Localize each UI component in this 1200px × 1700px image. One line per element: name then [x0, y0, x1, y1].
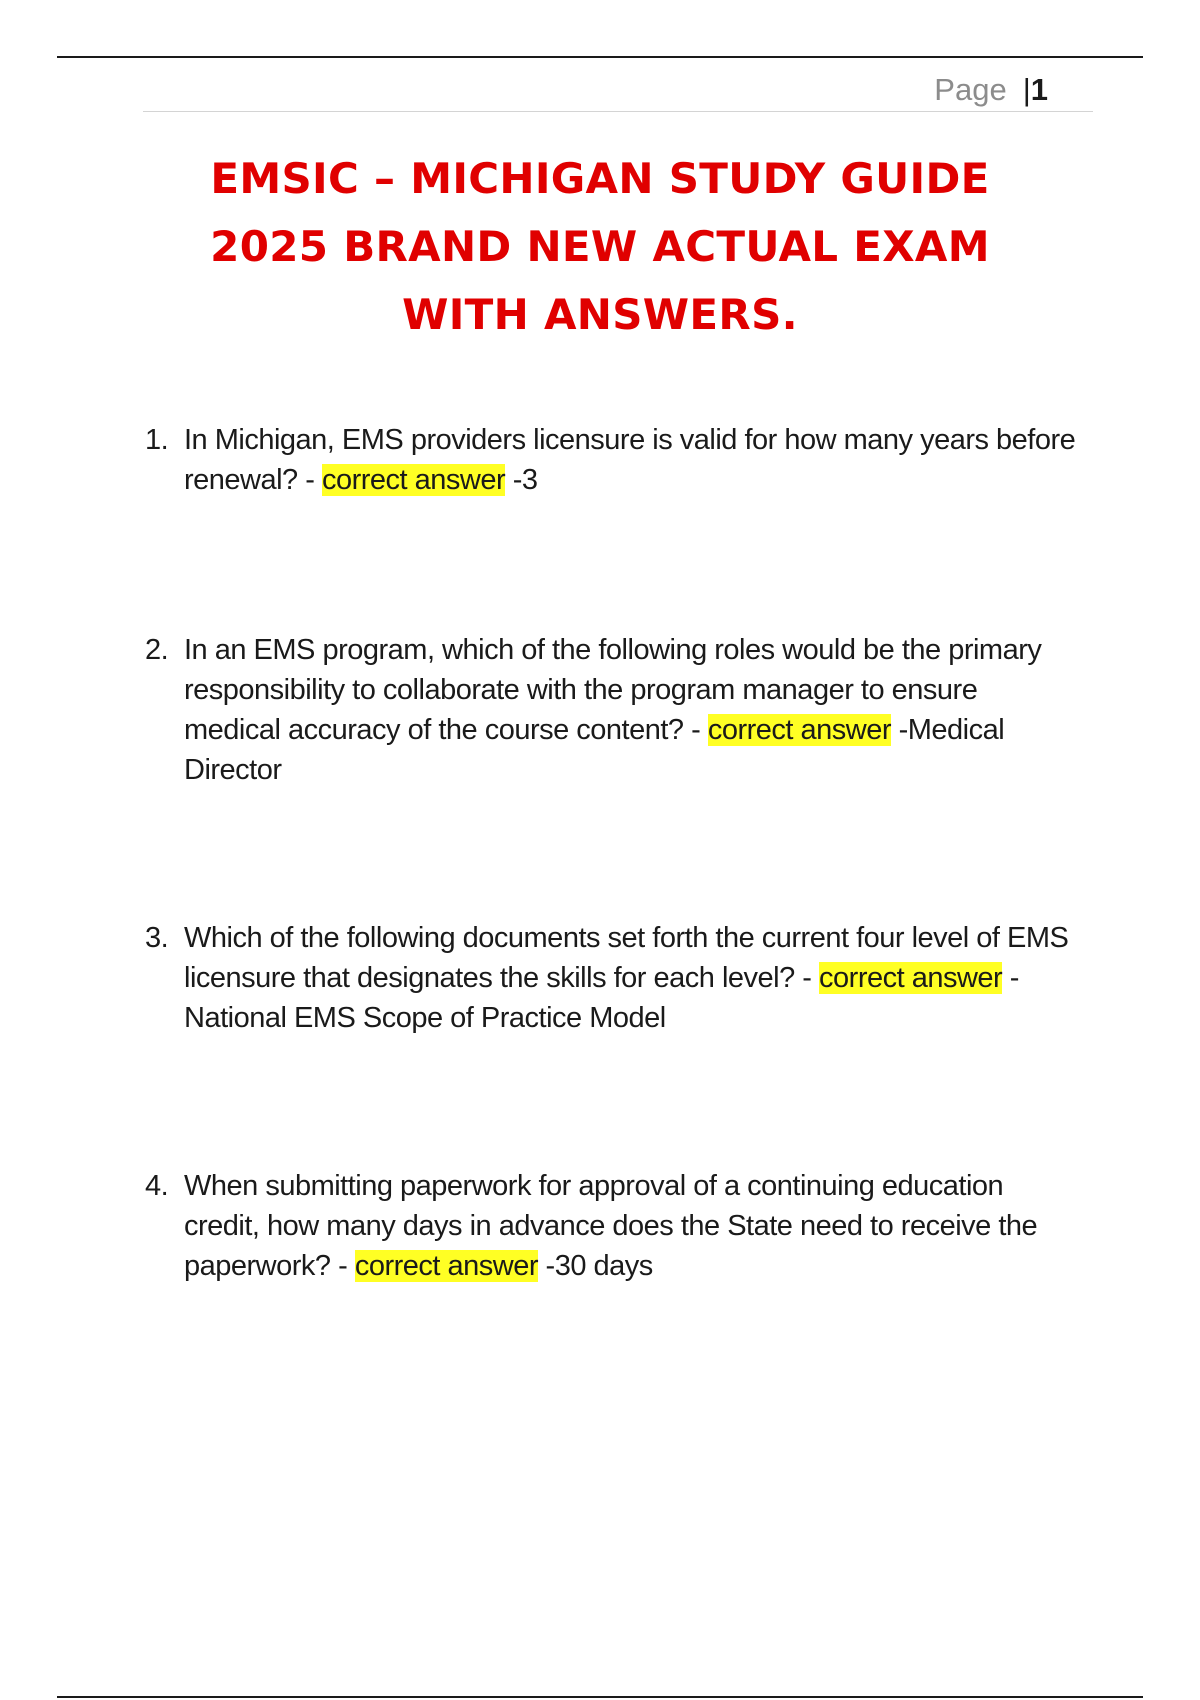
page-number: 1: [1030, 72, 1048, 107]
question-text: In Michigan, EMS providers licensure is valid for how many years before renewal? -: [184, 424, 1076, 496]
page-label: Page: [934, 72, 1007, 107]
question-item: [140, 1166, 1080, 1286]
question-text: In an EMS program, which of the following roles would be the primary responsibility to collaborate with the program manager to ensure medical accuracy of the course content? -: [184, 634, 1042, 746]
answer-text: -3: [512, 464, 538, 496]
answer-highlight: correct answer: [819, 962, 1003, 994]
answer-text: -National EMS Scope of Practice Model: [184, 962, 1019, 1034]
bottom-rule: [57, 1696, 1143, 1698]
page-header: [143, 68, 1093, 112]
answer-highlight: correct answer: [707, 714, 892, 746]
question-item: [140, 918, 1080, 1038]
answer-highlight: correct answer: [321, 464, 506, 496]
title-line: EMSIC – MICHIGAN STUDY GUIDE: [210, 154, 990, 203]
answer-text: -Medical Director: [184, 714, 1005, 786]
question-item: [140, 630, 1080, 790]
question-body: [184, 1166, 1080, 1286]
document-title: [150, 145, 1050, 349]
page-separator: |: [1022, 72, 1031, 107]
question-item: [140, 420, 1080, 500]
answer-text: -30 days: [545, 1250, 653, 1282]
answer-highlight: correct answer: [354, 1250, 538, 1282]
question-text: Which of the following documents set forth the current four level of EMS licensure that designates the skills for each level? -: [184, 922, 1069, 994]
question-body: [184, 918, 1080, 1038]
question-number: 3.: [145, 922, 169, 954]
question-body: [184, 630, 1080, 790]
question-text: When submitting paperwork for approval of a continuing education credit, how many days in advance does the State need to receive the paperwork? -: [184, 1170, 1038, 1282]
question-body: [184, 420, 1080, 500]
top-rule: [57, 56, 1143, 58]
question-number: 2.: [145, 634, 169, 666]
title-line: WITH ANSWERS.: [402, 290, 798, 339]
question-number: 1.: [145, 424, 169, 456]
title-line: 2025 BRAND NEW ACTUAL EXAM: [210, 222, 990, 271]
question-number: 4.: [145, 1170, 169, 1202]
